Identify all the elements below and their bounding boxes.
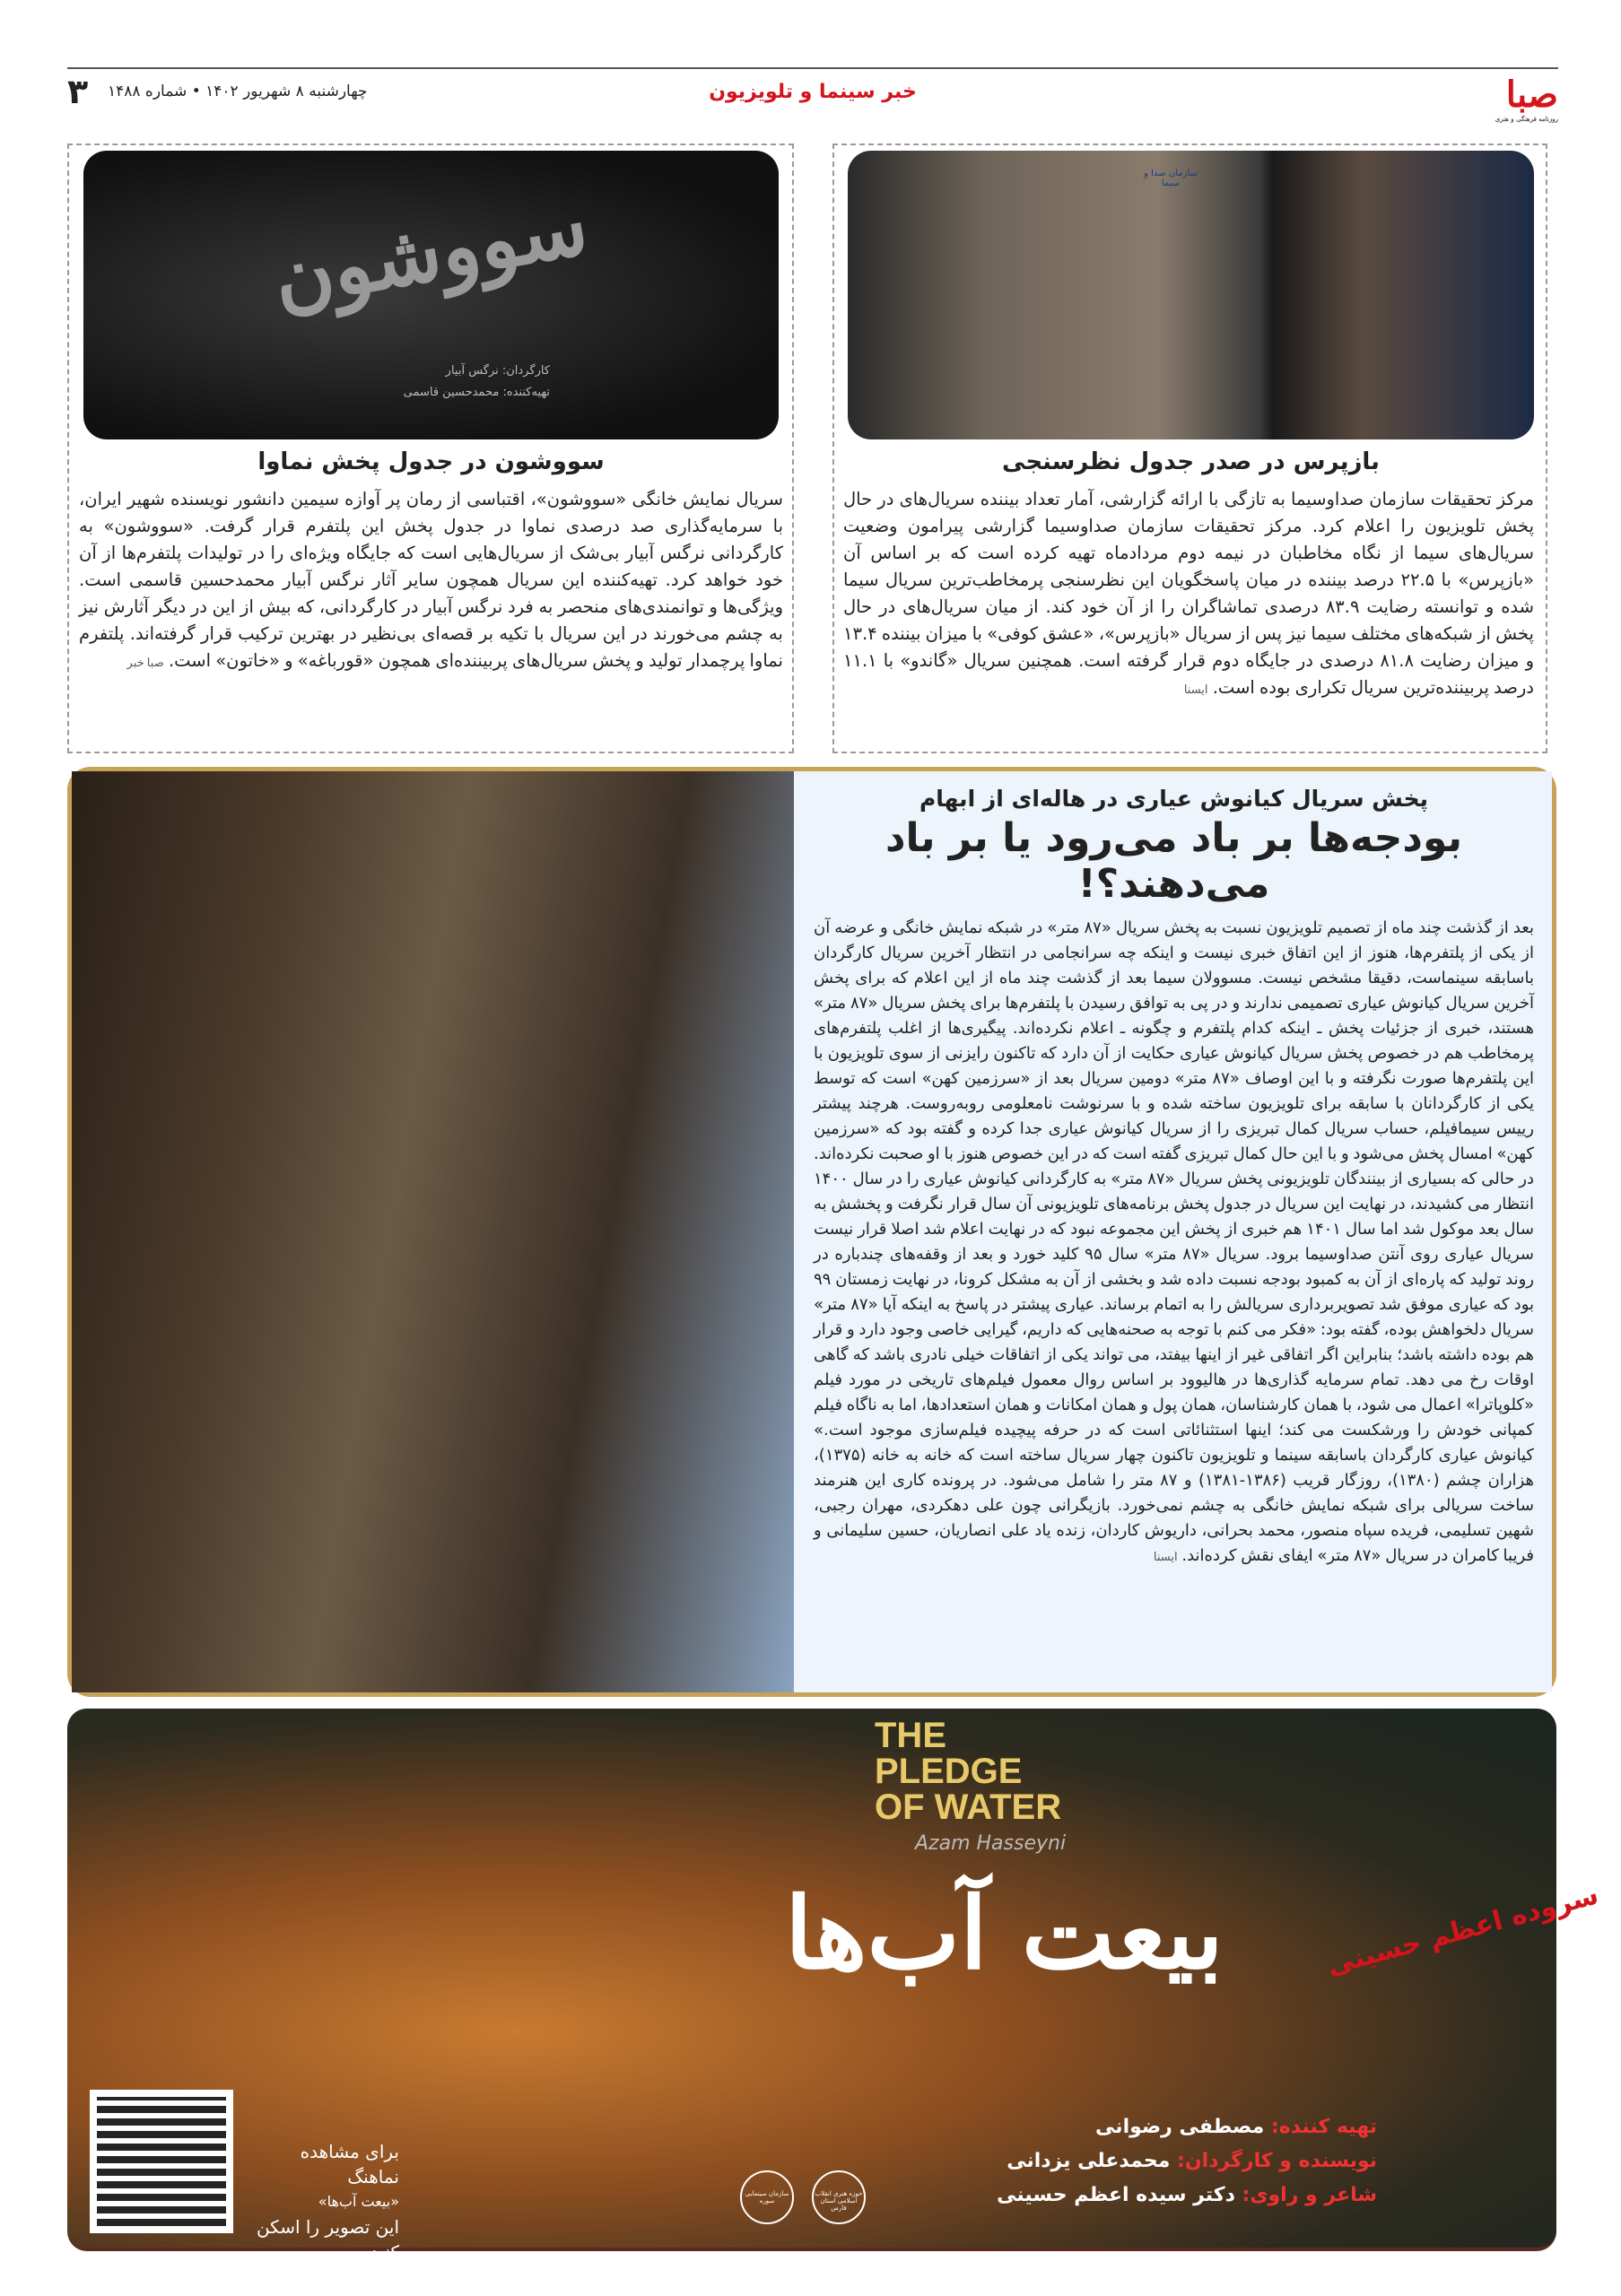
qr-code[interactable] [90, 2090, 233, 2233]
irib-logo: سازمان صدا و سیما [1144, 169, 1198, 188]
hozeh-honari-logo: حوزه هنری انقلاب اسلامی استان فارس [812, 2170, 866, 2224]
poster-producer: تهیه‌کننده: محمدحسین قاسمی [403, 386, 550, 399]
article-body: مرکز تحقیقات سازمان صداوسیما به تازگی با ارائه گزارشی، آمار تعداد بیننده سریال‌های در حال پخش تلویزیون را اعلام کرد. مرکز تحقیقات سازمان صداوسیما گزارشی پیرامون وضعیت سریال‌های سیما از نگاه مخاطبان در نیمه دوم مردادماه تهیه کرده است که بر اساس آن «بازپرس» با ۲۲.۵ درصد بیننده در میان پاسخگویان این نظرسنجی پرمخاطب‌ترین سریال سیما شده و توانسته رضایت ۸۳.۹ درصدی تماشاگران را از آن خود کند. از میان سریال‌های در حال پخش از شبکه‌های مختلف سیما نیز پس از سریال «بازپرس»، «عشق کوفی» با میزان بیننده ۱۳.۴ و میزان رضایت ۸۱.۸ درصدی در جایگاه دوم قرار گرفته است. همچنین سریال «گاندو» با ۱۱.۱ درصد پربیننده‌ترین سریال تکراری بوده است. ایسنا [843, 489, 1535, 698]
music-video-advertisement [67, 1709, 1602, 2263]
main-article [67, 767, 1556, 1697]
ad-subtitle: سروده اعظم حسینی [1323, 1879, 1602, 1982]
page-header [67, 72, 1558, 123]
article-title: بازپرس در صدر جدول نظرسنجی [1002, 448, 1380, 475]
bazpors-actors-photo [848, 151, 1534, 439]
header-rule [67, 67, 1558, 69]
poster-title: سووشون [266, 178, 595, 326]
ad-credits: تهیه کننده: مصطفی رضوانی نویسنده و کارگردان: محمدعلی یزدانی شاعر و راوی: دکتر سیده اعظم حسینی [997, 2116, 1377, 2206]
poster-director: کارگردان: نرگس آبیار [445, 364, 550, 378]
article-headline: بودجه‌ها بر باد می‌رود یا بر باد می‌دهند؟! [885, 815, 1463, 907]
newspaper-logo: صبا روزنامه فرهنگی و هنری [1495, 74, 1558, 123]
page-number: ۳ [67, 72, 89, 111]
savushun-poster [83, 151, 779, 439]
ad-title: بیعت آب‌ها [785, 1875, 1224, 1991]
article-kicker: پخش سریال کیانوش عیاری در هاله‌ای از ابهام [919, 786, 1429, 812]
sooreh-logo: سازمان سینمایی سوره [740, 2170, 794, 2224]
ad-english-author: Azam Hasseyni [915, 1832, 1067, 1855]
article-body: سریال نمایش خانگی «سووشون»، اقتباسی از رمان پر آوازه سیمین دانشور نویسنده شهیر ایران، با سرمایه‌گذاری صد درصدی نماوا در جدول پخش این پلتفرم قرار گرفت. «سووشون» به کارگردانی نرگس آبیار بی‌شک از سریال‌هایی است که جایگاه ویژه‌ای را در تولیدات پلتفرم‌ها از آن خود خواهد کرد. تهیه‌کننده این سریال همچون سایر آثار نرگس آبیار محمدحسین قاسمی است. ویژگی‌ها و توانمندی‌های منحصر به فرد نرگس آبیار در کارگردانی، که بیش از این در دیگر آثارش نیز به چشم می‌خورند در این سریال با تکیه بر قصه‌ای بی‌نظیر در بهترین ترکیب قرار گرفته‌اند. پلتفرم نماوا پرچمدار تولید و پخش سریال‌های پربیننده‌ای همچون «قورباغه» و «خاتون» است. صبا خبر [79, 489, 783, 671]
article-body: بعد از گذشت چند ماه از تصمیم تلویزیون نسبت به پخش سریال «۸۷ متر» در شبکه نمایش خانگی و عرضه آن از یکی از پلتفرم‌ها، هنوز از این اتفاق خبری نیست و اینکه چه سرانجامی در انتظار آخرین سریال کارگردان باسابقه سینماست، دقیقا مشخص نیست. مسوولان سیما بعد از گذشت چند ماه از این اعلام که برای پخش آخرین سریال کیانوش عیاری تصمیمی ندارند و در پی به توافق رسیدن با پلتفرم‌ها برای پخش سریال «۸۷ متر» هستند، خبری از جزئیات پخش ـ اینکه کدام پلتفرم و چگونه ـ اعلام نکرده‌اند. پیگیری‌ها از اغلب پلتفرم‌های پرمخاطب هم در خصوص پخش سریال کیانوش عیاری حکایت از آن دارد که تاکنون رایزنی از سوی تلویزیون با این پلتفرم‌ها صورت نگرفته و با این اوصاف «۸۷ متر» دومین سریال بعد از «سرزمین کهن» است که توسط یکی از کارگردانان با سابقه برای تلویزیون ساخته شده و با سرنوشت نامعلومی روبه‌روست. هرچند پیشتر رییس سیمافیلم، حساب سریال کمال تبریزی را از سریال کیانوش عیاری جدا کرده و گفته بود که «سرزمین کهن» امسال پخش می‌شود و با این حال کمال تبریزی گفته است که در این خصوص هنوز با او صحبت نکرده‌اند. در حالی که بسیاری از بینندگان تلویزیونی پخش سریال «۸۷ متر» به کارگردانی کیانوش عیاری را در سال ۱۴۰۰ انتظار می کشیدند، در نهایت این سریال در جدول پخش برنامه‌های تلویزیونی آن سال قرار نگرفت و پخشش به سال بعد موکول شد اما سال ۱۴۰۱ هم خبری از پخش این مجموعه نبود که در نهایت اعلام شد اصلا قرار نیست سریال عیاری روی آنتن صداوسیما برود. سریال «۸۷ متر» سال ۹۵ کلید خورد و بعد از وقفه‌های چندباره در روند تولید که پاره‌ای از آن به کمبود بودجه نسبت داده شد و بخشی از آن به مشکل کرونا، در نهایت زمستان ۹۹ بود که عیاری موفق شد تصویربرداری سریالش را به اتمام برساند. عیاری پیشتر در پاسخ به اینکه آیا «۸۷ متر» سریال دلخواهش بوده، گفته بود: «فکر می کنم با توجه به صحنه‌هایی که داریم، گیرایی خاصی وجود دارد و قرار هم بوده داشته باشد؛ بنابراین اگر اتفاقی غیر از اینها بیفتد، می تواند یکی از اتفاقات خیلی نادری باشد که گاهی اوقات رخ می دهد. تمام سرمایه گذاری‌ها در هالیوود بر اساس روال معمول فیلم‌های تاریخی در مورد فیلم «کلوپاترا» اعمال می شود، با همان کارشناسان، همان پول و همان امکانات و همان استعدادها، اما به ناگاه فیلم کمپانی خودش را ورشکست می کند؛ اینها استثنائاتی است که در حرفه پیچیده فیلم‌سازی موجود است.» کیانوش عیاری کارگردان باسابقه سینما و تلویزیون تاکنون چهار سریال ساخته است که خانه به خانه (۱۳۷۵)، هزاران چشم (۱۳۸۰)، روزگار قریب (۱۳۸۶-۱۳۸۱) و ۸۷ متر را شامل می‌شود. در پرونده کاری این هنرمند ساخت سریالی برای شبکه نمایش خانگی به چشم نمی‌خورد. بازیگرانی چون علی دهکردی، مهران رجبی، شهین تسلیمی، فریده سپاه منصور، محمد بحرانی، داریوش کاردان، زنده یاد علی انصاریان، حسین سلیمانی و فریبا کامران در سریال «۸۷ متر» ایفای نقش کرده‌اند. ایسنا [814, 918, 1535, 1565]
qr-instructions: برای مشاهده نماهنگ «بیعت آب‌ها» این تصویر را اسکن کنید [256, 2141, 399, 2263]
dateline: چهارشنبه ۸ شهریور ۱۴۰۲ • شماره ۱۴۸۸ [108, 83, 368, 100]
ad-english-title: THE PLEDGE OF WATER [875, 1716, 1062, 1827]
section-title: خبر سینما و تلویزیون [709, 81, 917, 103]
article-title: سووشون در جدول پخش نماوا [257, 448, 605, 475]
series-cast-photo [72, 771, 794, 1692]
sponsor-logos [740, 2170, 866, 2224]
